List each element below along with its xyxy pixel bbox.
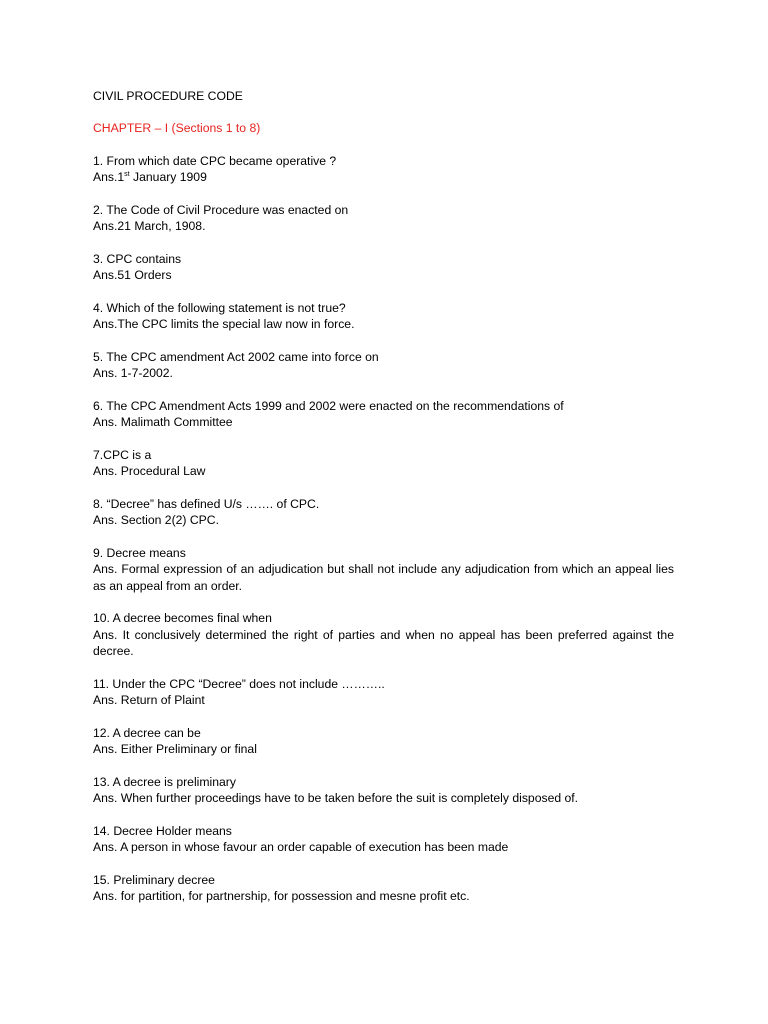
qa-item-3 [93, 251, 674, 284]
answer-1 [93, 169, 674, 185]
qa-item-9 [93, 545, 674, 594]
question-13: 13. A decree is preliminary [93, 774, 236, 789]
answer-11: Ans. Return of Plaint [93, 693, 205, 708]
qa-item-2 [93, 202, 674, 235]
question-5: 5. The CPC amendment Act 2002 came into force on [93, 349, 379, 364]
question-1: 1. From which date CPC became operative ? [93, 153, 337, 168]
answer-6: Ans. Malimath Committee [93, 415, 233, 430]
chapter-heading: CHAPTER – I (Sections 1 to 8) [93, 121, 261, 136]
question-11: 11. Under the CPC “Decree” does not include ……….. [93, 676, 385, 691]
qa-item-10 [93, 610, 674, 659]
answer-13: Ans. When further proceedings have to be taken before the suit is completely disposed of. [93, 791, 579, 806]
qa-item-6 [93, 398, 674, 431]
question-10: 10. A decree becomes final when [93, 611, 272, 626]
answer-2: Ans.21 March, 1908. [93, 219, 206, 234]
answer-8: Ans. Section 2(2) CPC. [93, 513, 219, 528]
question-3: 3. CPC contains [93, 251, 182, 266]
question-9: 9. Decree means [93, 545, 186, 560]
question-4: 4. Which of the following statement is not true? [93, 300, 346, 315]
qa-item-11 [93, 676, 674, 709]
answer-1-superscript: st [124, 171, 130, 179]
question-14: 14. Decree Holder means [93, 823, 232, 838]
qa-item-7 [93, 447, 674, 480]
answer-9: Ans. Formal expression of an adjudication but shall not include any adjudication from which an appeal lies as an appeal from an order. [93, 562, 674, 593]
qa-item-1 [93, 153, 674, 186]
qa-item-14 [93, 823, 674, 856]
question-15: 15. Preliminary decree [93, 872, 215, 887]
qa-item-8 [93, 496, 674, 529]
answer-5: Ans. 1-7-2002. [93, 366, 173, 381]
qa-item-15 [93, 872, 674, 905]
answer-15: Ans. for partition, for partnership, for possession and mesne profit etc. [93, 889, 470, 904]
question-6: 6. The CPC Amendment Acts 1999 and 2002 were enacted on the recommendations of [93, 398, 564, 413]
answer-4: Ans.The CPC limits the special law now in force. [93, 317, 355, 332]
answer-1-suffix: January 1909 [129, 170, 207, 185]
answer-10: Ans. It conclusively determined the right of parties and when no appeal has been preferred against the decree. [93, 627, 674, 659]
qa-item-4 [93, 300, 674, 333]
answer-7: Ans. Procedural Law [93, 464, 206, 479]
qa-item-5 [93, 349, 674, 382]
answer-3: Ans.51 Orders [93, 268, 172, 283]
question-7: 7.CPC is a [93, 447, 152, 462]
question-8: 8. “Decree” has defined U/s ……. of CPC. [93, 496, 320, 511]
document-title: CIVIL PROCEDURE CODE [93, 89, 243, 103]
question-2: 2. The Code of Civil Procedure was enacted on [93, 202, 349, 217]
qa-item-13 [93, 774, 674, 807]
answer-14: Ans. A person in whose favour an order capable of execution has been made [93, 840, 509, 855]
answer-12: Ans. Either Preliminary or final [93, 742, 257, 757]
answer-1-prefix: Ans.1 [93, 170, 125, 185]
qa-item-12 [93, 725, 674, 758]
question-12: 12. A decree can be [93, 725, 201, 740]
